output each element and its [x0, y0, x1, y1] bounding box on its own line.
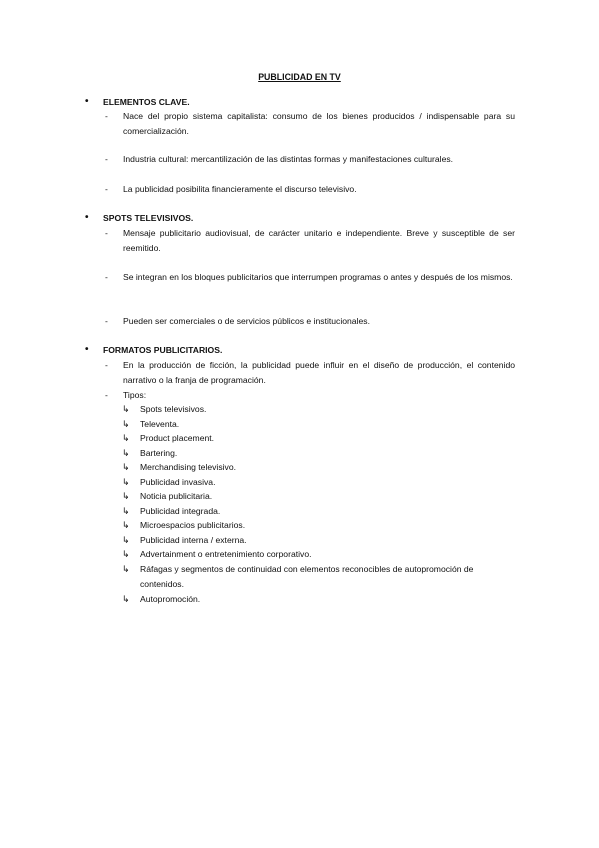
bullet-icon: • [85, 344, 89, 355]
section-heading-label: ELEMENTOS CLAVE. [103, 97, 190, 107]
list-item-text: Mensaje publicitario audiovisual, de carácter unitario e independiente. Breve y susceptible de ser reemitido. [123, 228, 515, 253]
arrow-icon: ↳ [122, 491, 130, 501]
arrow-icon: ↳ [122, 462, 130, 472]
list-item-text: Tipos: [123, 390, 147, 400]
tipo-text: Advertainment o entretenimiento corporativo. [140, 549, 312, 559]
document-title: PUBLICIDAD EN TV [258, 72, 341, 82]
tipo-text: Ráfagas y segmentos de continuidad con elementos reconocibles de autopromoción de contenidos. [140, 564, 474, 589]
dash-icon: - [105, 184, 108, 194]
arrow-icon: ↳ [122, 535, 130, 545]
arrow-icon: ↳ [122, 433, 130, 443]
bullet-icon: • [85, 96, 89, 107]
dash-icon: - [105, 360, 108, 370]
bullet-icon: • [85, 212, 89, 223]
tipo-text: Bartering. [140, 448, 178, 458]
arrow-icon: ↳ [122, 404, 130, 414]
section-heading-label: FORMATOS PUBLICITARIOS. [103, 345, 223, 355]
tipo-text: Microespacios publicitarios. [140, 520, 246, 530]
dash-icon: - [105, 316, 108, 326]
arrow-icon: ↳ [122, 549, 130, 559]
arrow-icon: ↳ [122, 419, 130, 429]
list-item-text: Industria cultural: mercantilización de las distintas formas y manifestaciones culturales. [123, 154, 454, 164]
tipo-text: Televenta. [140, 419, 180, 429]
tipo-text: Product placement. [140, 433, 215, 443]
arrow-icon: ↳ [122, 520, 130, 530]
tipo-text: Publicidad invasiva. [140, 477, 216, 487]
section-heading-label: SPOTS TELEVISIVOS. [103, 213, 194, 223]
tipo-text: Spots televisivos. [140, 404, 207, 414]
arrow-icon: ↳ [122, 477, 130, 487]
tipo-text: Publicidad interna / externa. [140, 535, 247, 545]
dash-icon: - [105, 272, 108, 282]
tipo-text: Merchandising televisivo. [140, 462, 237, 472]
list-item-text: Pueden ser comerciales o de servicios públicos e institucionales. [123, 316, 370, 326]
dash-icon: - [105, 111, 108, 121]
list-item-text: La publicidad posibilita financieramente el discurso televisivo. [123, 184, 357, 194]
arrow-icon: ↳ [122, 564, 130, 574]
arrow-icon: ↳ [122, 448, 130, 458]
list-item-text: Nace del propio sistema capitalista: consumo de los bienes producidos / indispensable para su comercialización. [123, 111, 515, 136]
arrow-icon: ↳ [122, 594, 130, 604]
dash-icon: - [105, 390, 108, 400]
list-item-text: Se integran en los bloques publicitarios que interrumpen programas o antes y después de los mismos. [123, 272, 513, 282]
tipo-text: Publicidad integrada. [140, 506, 221, 516]
tipo-text: Autopromoción. [140, 594, 201, 604]
list-item-text: En la producción de ficción, la publicidad puede influir en el diseño de producción, el contenido narrativo o la franja de programación. [123, 360, 515, 385]
tipo-text: Noticia publicitaria. [140, 491, 213, 501]
arrow-icon: ↳ [122, 506, 130, 516]
dash-icon: - [105, 228, 108, 238]
dash-icon: - [105, 154, 108, 164]
